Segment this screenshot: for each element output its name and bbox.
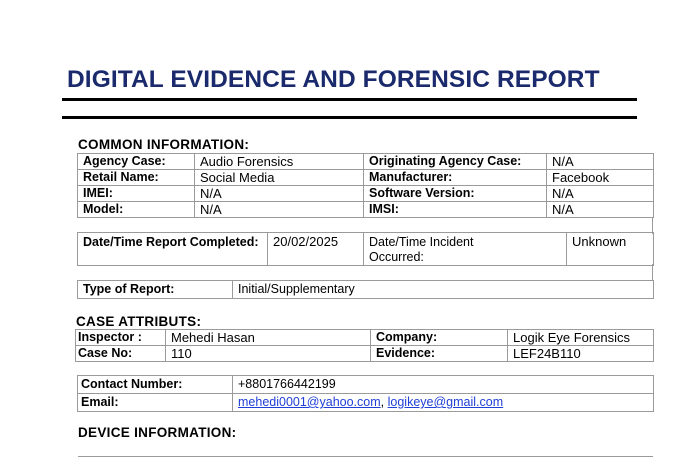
originating-agency-case-label: Originating Agency Case: — [364, 154, 547, 170]
agency-case-value: Audio Forensics — [195, 154, 364, 170]
case-attributes-heading: CASE ATTRIBUTS: — [76, 314, 202, 329]
table-row — [78, 376, 654, 394]
model-value: N/A — [195, 202, 364, 218]
common-information-table — [77, 153, 654, 218]
table-row — [78, 154, 654, 170]
case-attributes-table — [75, 329, 654, 362]
evidence-value: LEF24B110 — [508, 346, 654, 362]
table-row — [78, 281, 654, 299]
incident-occurred-value: Unknown — [567, 233, 654, 266]
email-value — [233, 394, 654, 412]
incident-occurred-label: Date/Time Incident Occurred: — [364, 233, 567, 266]
email-link-yahoo[interactable]: mehedi0001@yahoo.com — [238, 395, 381, 409]
manufacturer-value: Facebook — [547, 170, 654, 186]
originating-agency-case-value: N/A — [547, 154, 654, 170]
case-no-value: 110 — [166, 346, 371, 362]
device-information-heading: DEVICE INFORMATION: — [78, 425, 237, 440]
inspector-label: Inspector : — [76, 330, 166, 346]
report-type-label: Type of Report: — [78, 281, 233, 299]
email-separator: , — [380, 395, 385, 409]
report-date-table — [77, 232, 654, 266]
title-rule-bottom — [62, 116, 637, 119]
retail-name-label: Retail Name: — [78, 170, 195, 186]
inspector-value: Mehedi Hasan — [166, 330, 371, 346]
imei-value: N/A — [195, 186, 364, 202]
table-row — [76, 346, 654, 362]
retail-name-value: Social Media — [195, 170, 364, 186]
software-version-value: N/A — [547, 186, 654, 202]
report-completed-label: Date/Time Report Completed: — [78, 233, 268, 266]
contact-number-label: Contact Number: — [78, 376, 233, 394]
table-divider — [652, 264, 653, 281]
table-row — [78, 233, 654, 266]
evidence-label: Evidence: — [371, 346, 508, 362]
imsi-value: N/A — [547, 202, 654, 218]
report-type-value: Initial/Supplementary — [233, 281, 654, 299]
email-link-gmail[interactable]: logikeye@gmail.com — [387, 395, 504, 409]
agency-case-label: Agency Case: — [78, 154, 195, 170]
common-information-heading: COMMON INFORMATION: — [78, 137, 250, 152]
table-row — [78, 202, 654, 218]
report-completed-value: 20/02/2025 — [268, 233, 364, 266]
table-row — [76, 330, 654, 346]
device-table-top-border — [78, 456, 653, 457]
contact-number-value: +8801766442199 — [233, 376, 654, 394]
company-value: Logik Eye Forensics — [508, 330, 654, 346]
report-type-table — [77, 280, 654, 299]
case-no-label: Case No: — [76, 346, 166, 362]
software-version-label: Software Version: — [364, 186, 547, 202]
table-row — [78, 170, 654, 186]
email-label: Email: — [78, 394, 233, 412]
table-row — [78, 394, 654, 412]
imei-label: IMEI: — [78, 186, 195, 202]
title-rule-top — [62, 98, 637, 101]
company-label: Company: — [371, 330, 508, 346]
model-label: Model: — [78, 202, 195, 218]
manufacturer-label: Manufacturer: — [364, 170, 547, 186]
report-title: DIGITAL EVIDENCE AND FORENSIC REPORT — [67, 66, 600, 93]
table-row — [78, 186, 654, 202]
imsi-label: IMSI: — [364, 202, 547, 218]
contact-table — [77, 375, 654, 412]
